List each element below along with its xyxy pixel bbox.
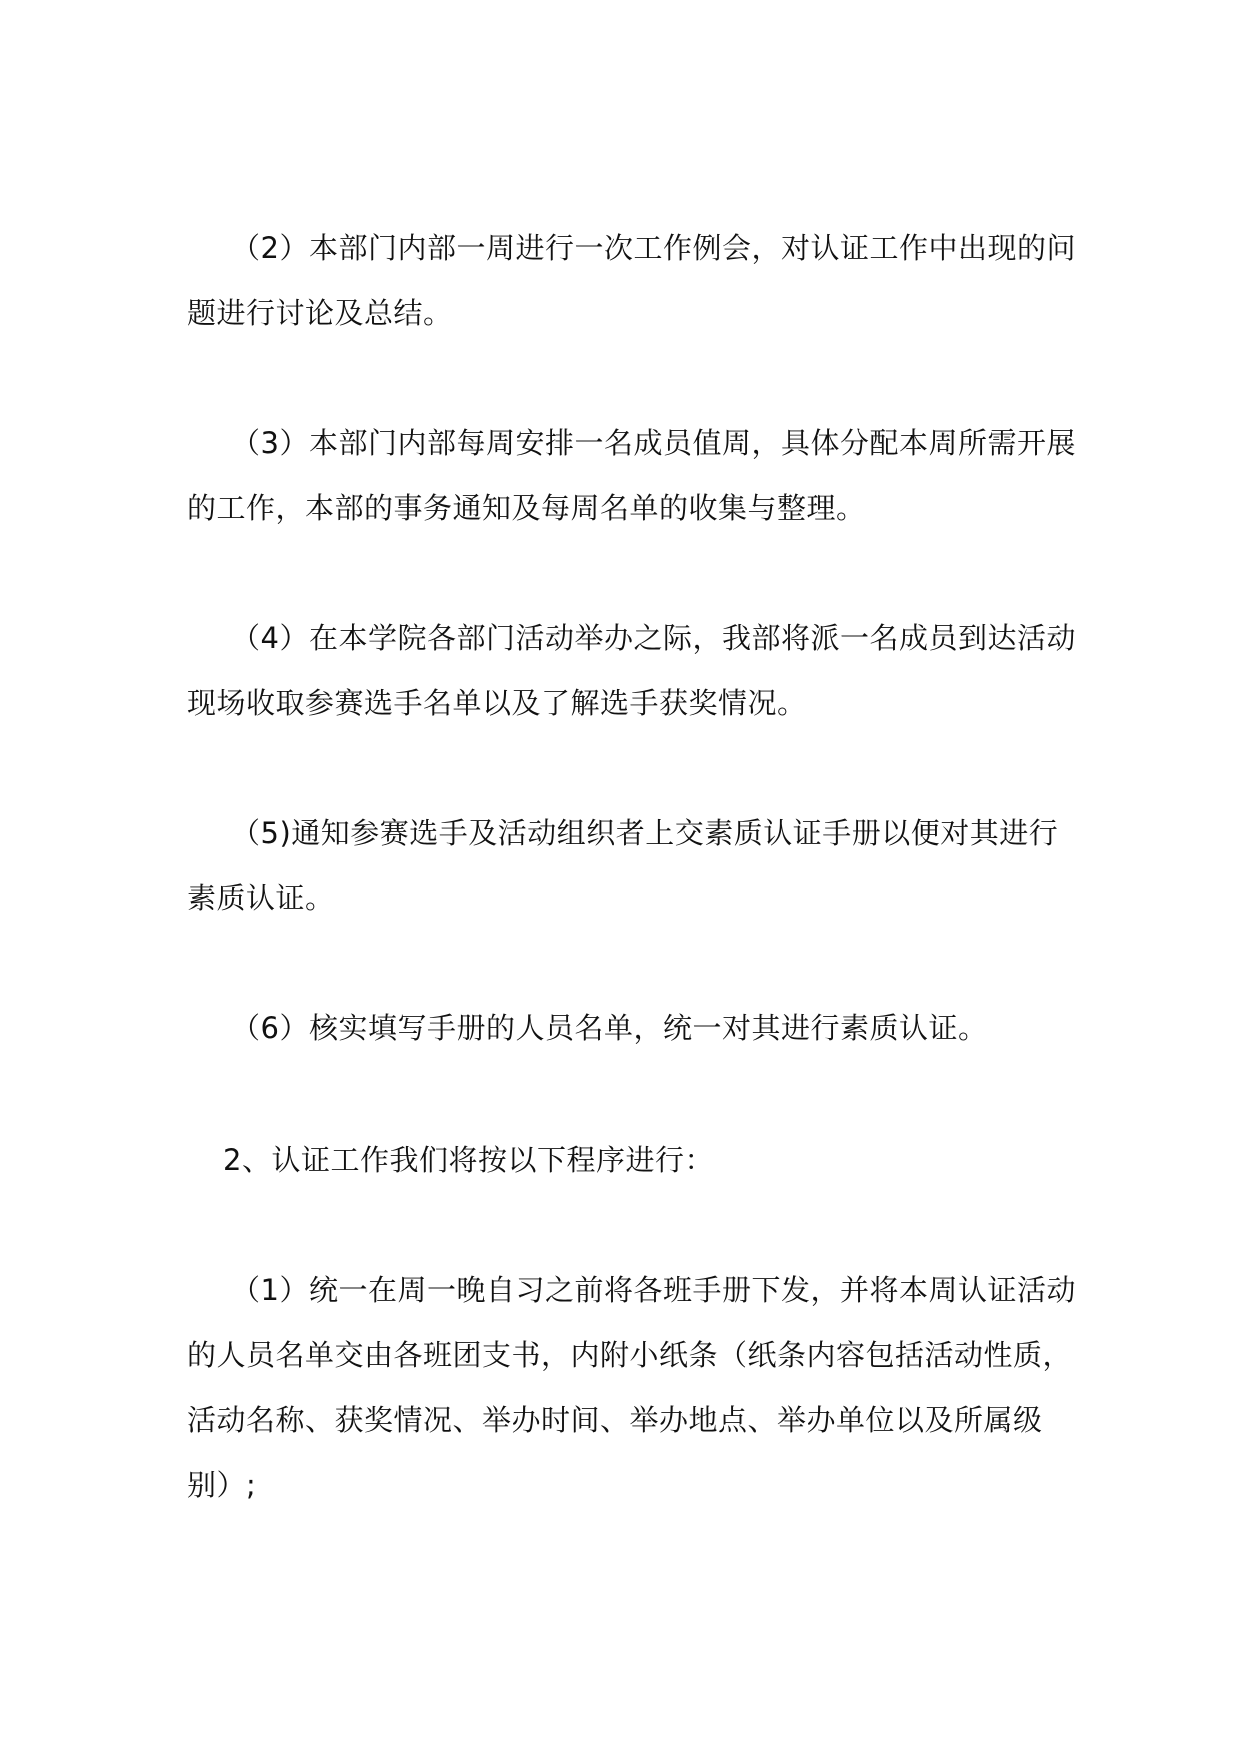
paragraph-item-4: （4）在本学院各部门活动举办之际，我部将派一名成员到达活动现场收取参赛选手名单以及了解选手获奖情况。 [187,621,1076,720]
section-heading-procedure: 2、认证工作我们将按以下程序进行： [223,1143,714,1177]
paragraph-item-2: （2）本部门内部一周进行一次工作例会，对认证工作中出现的问题进行讨论及总结。 [187,231,1076,330]
paragraph-item-6: （6）核实填写手册的人员名单，统一对其进行素质认证。 [231,1011,988,1045]
paragraph-item-5: （5)通知参赛选手及活动组织者上交素质认证手册以便对其进行素质认证。 [187,816,1059,915]
paragraph-item-3: （3）本部门内部每周安排一名成员值周，具体分配本周所需开展的工作，本部的事务通知及每周名单的收集与整理。 [187,426,1076,525]
paragraph-procedure-1: （1）统一在周一晚自习之前将各班手册下发，并将本周认证活动的人员名单交由各班团支书，内附小纸条（纸条内容包括活动性质，活动名称、获奖情况、举办时间、举办地点、举办单位以及所属级别）; [187,1273,1076,1502]
